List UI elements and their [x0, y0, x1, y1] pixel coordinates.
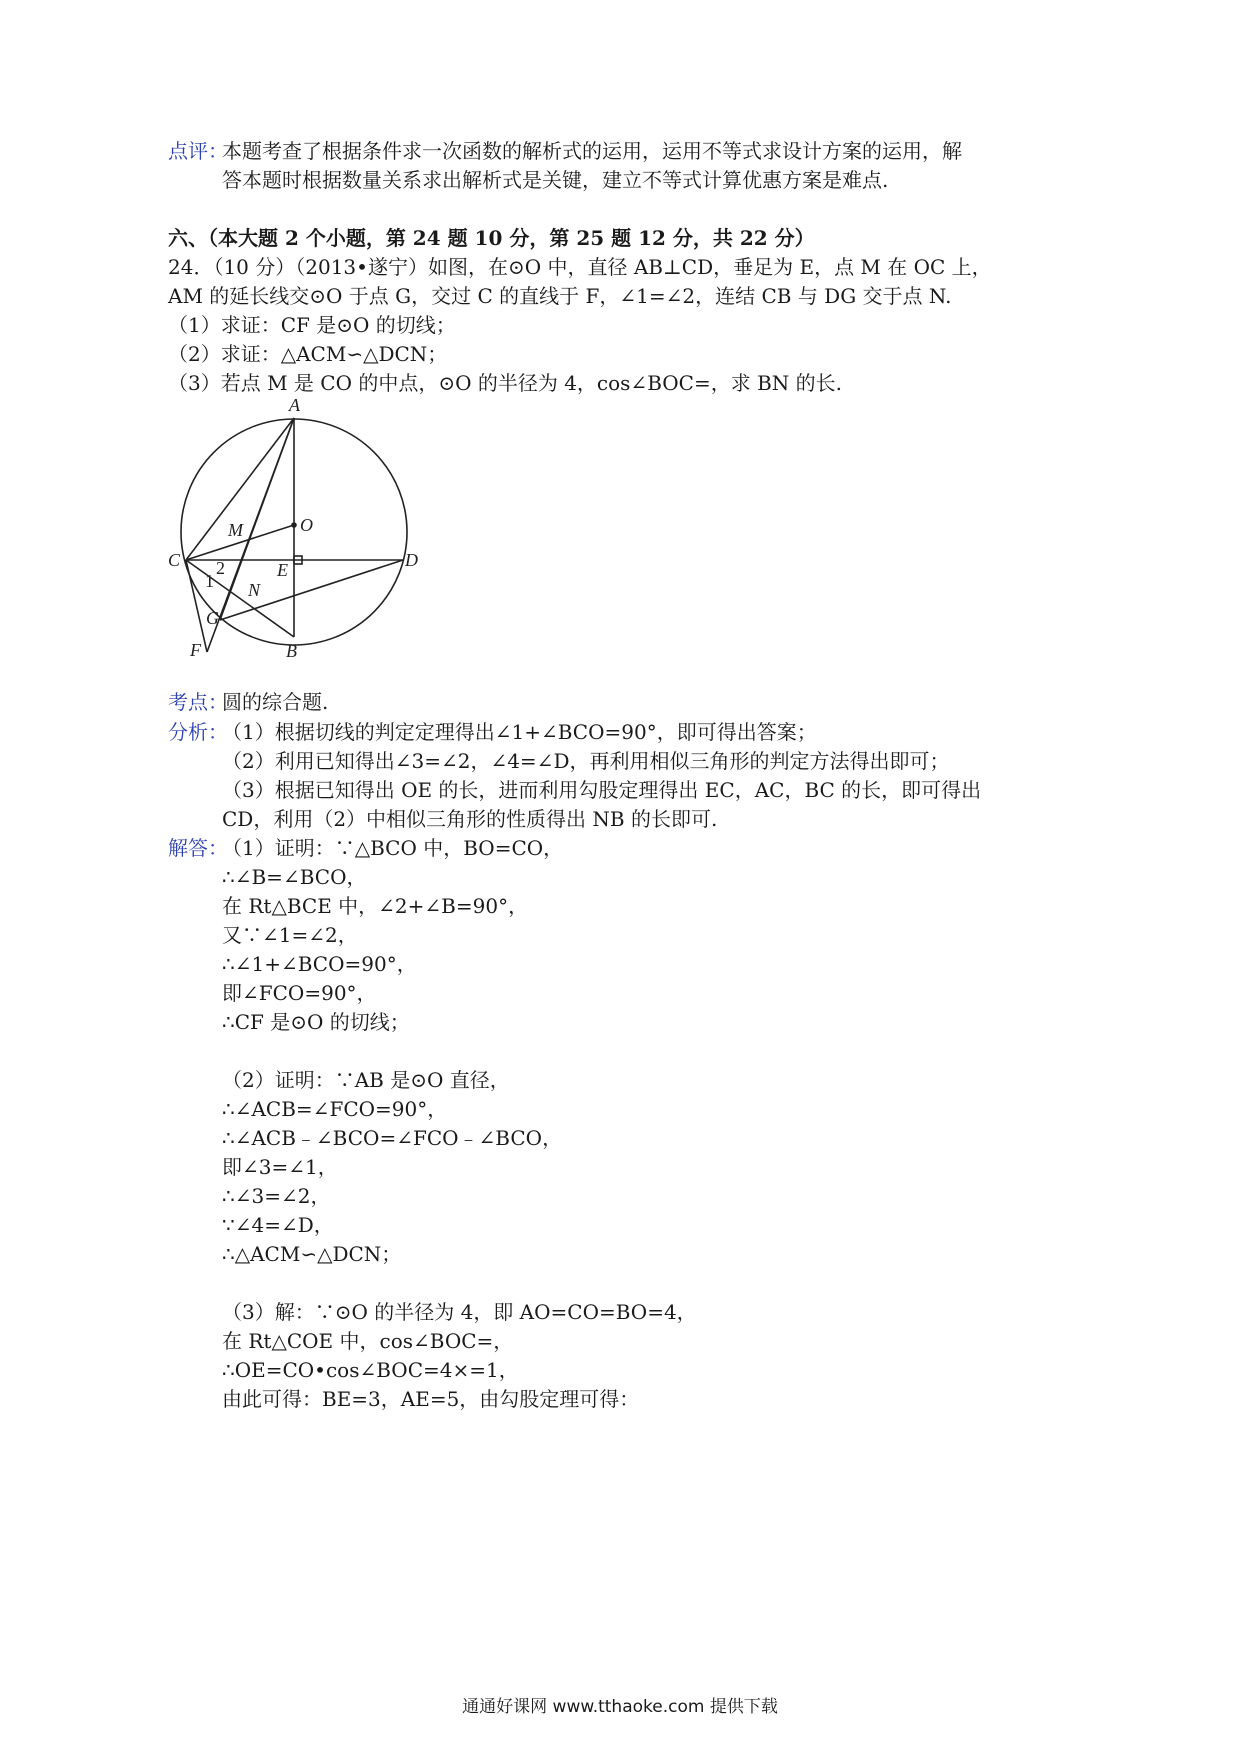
- solution-label: 解答：: [168, 836, 228, 860]
- problem-question-1: （1）求证：CF 是⊙O 的切线；: [168, 313, 456, 337]
- solution-part1-line: ∴CF 是⊙O 的切线；: [222, 1010, 410, 1034]
- solution-part1-line: （1）证明：∵△BCO 中，BO=CO，: [222, 836, 564, 860]
- center-point-o: [291, 522, 297, 528]
- comment-text-line-2: 答本题时根据数量关系求出解析式是关键，建立不等式计算优惠方案是难点.: [222, 168, 889, 192]
- label-e: E: [277, 560, 288, 580]
- label-f: F: [190, 640, 201, 660]
- solution-part2-line: ∴∠ACB=∠FCO=90°，: [222, 1097, 448, 1121]
- label-a: A: [289, 395, 300, 415]
- solution-part3-line: （3）解：∵⊙O 的半径为 4，即 AO=CO=BO=4，: [222, 1300, 697, 1324]
- solution-part1-line: ∴∠B=∠BCO，: [222, 865, 367, 889]
- circle-geometry-figure: [168, 395, 432, 665]
- solution-part1-line: 即∠FCO=90°，: [222, 981, 377, 1005]
- segment-cf: [186, 560, 207, 652]
- footer-credit: 通通好课网 www.tthaoke.com 提供下载: [462, 1697, 778, 1717]
- kaodian-text: 圆的综合题.: [222, 690, 329, 714]
- solution-part2-line: ∵∠4=∠D，: [222, 1213, 334, 1237]
- solution-part3-line: ∴OE=CO•cos∠BOC=4×=1，: [222, 1358, 519, 1382]
- solution-part2-line: ∴∠3=∠2，: [222, 1184, 331, 1208]
- solution-part1-line: 又∵∠1=∠2，: [222, 923, 358, 947]
- label-g: G: [206, 608, 219, 628]
- kaodian-label: 考点：: [168, 690, 228, 714]
- label-angle-1: 1: [205, 571, 214, 591]
- solution-part2-line: 即∠3=∠1，: [222, 1155, 338, 1179]
- solution-part2-line: ∴∠ACB﹣∠BCO=∠FCO﹣∠BCO，: [222, 1126, 563, 1150]
- comment-text-line-1: 本题考查了根据条件求一次函数的解析式的运用，运用不等式求设计方案的运用，解: [222, 139, 962, 163]
- label-d: D: [405, 550, 418, 570]
- problem-question-3: （3）若点 M 是 CO 的中点，⊙O 的半径为 4，cos∠BOC=，求 BN 的长.: [168, 371, 842, 395]
- solution-part3-line: 在 Rt△COE 中，cos∠BOC=，: [222, 1329, 514, 1353]
- problem-line-1: 24．（10 分）（2013•遂宁）如图，在⊙O 中，直径 AB⊥CD，垂足为 E，点 M 在 OC 上，: [168, 255, 992, 279]
- label-angle-2: 2: [216, 558, 225, 578]
- solution-part3-line: 由此可得：BE=3，AE=5，由勾股定理可得：: [222, 1387, 640, 1411]
- label-b: B: [286, 641, 297, 661]
- label-c: C: [168, 550, 181, 570]
- solution-part2-line: （2）证明：∵AB 是⊙O 直径，: [222, 1068, 510, 1092]
- problem-line-2: AM 的延长线交⊙O 于点 G，交过 C 的直线于 F，∠1=∠2，连结 CB 与 DG 交于点 N.: [168, 284, 952, 308]
- label-o: O: [300, 515, 313, 535]
- comment-label: 点评：: [168, 139, 228, 163]
- problem-question-2: （2）求证：△ACM∽△DCN；: [168, 342, 448, 366]
- analysis-line-4: CD，利用（2）中相似三角形的性质得出 NB 的长即可.: [222, 807, 718, 831]
- analysis-label: 分析：: [168, 720, 228, 744]
- analysis-line-2: （2）利用已知得出∠3=∠2，∠4=∠D，再利用相似三角形的判定方法得出即可；: [222, 749, 950, 773]
- solution-part2-line: ∴△ACM∽△DCN；: [222, 1242, 402, 1266]
- label-n: N: [248, 580, 261, 600]
- solution-part1-line: 在 Rt△BCE 中，∠2+∠B=90°，: [222, 894, 529, 918]
- solution-part1-line: ∴∠1+∠BCO=90°，: [222, 952, 417, 976]
- label-m: M: [228, 520, 243, 540]
- analysis-line-1: （1）根据切线的判定定理得出∠1+∠BCO=90°，即可得出答案；: [222, 720, 817, 744]
- section-heading: 六、（本大题 2 个小题，第 24 题 10 分，第 25 题 12 分，共 22 分）: [168, 226, 815, 250]
- analysis-line-3: （3）根据已知得出 OE 的长，进而利用勾股定理得出 EC，AC，BC 的长，即可得出: [222, 778, 982, 802]
